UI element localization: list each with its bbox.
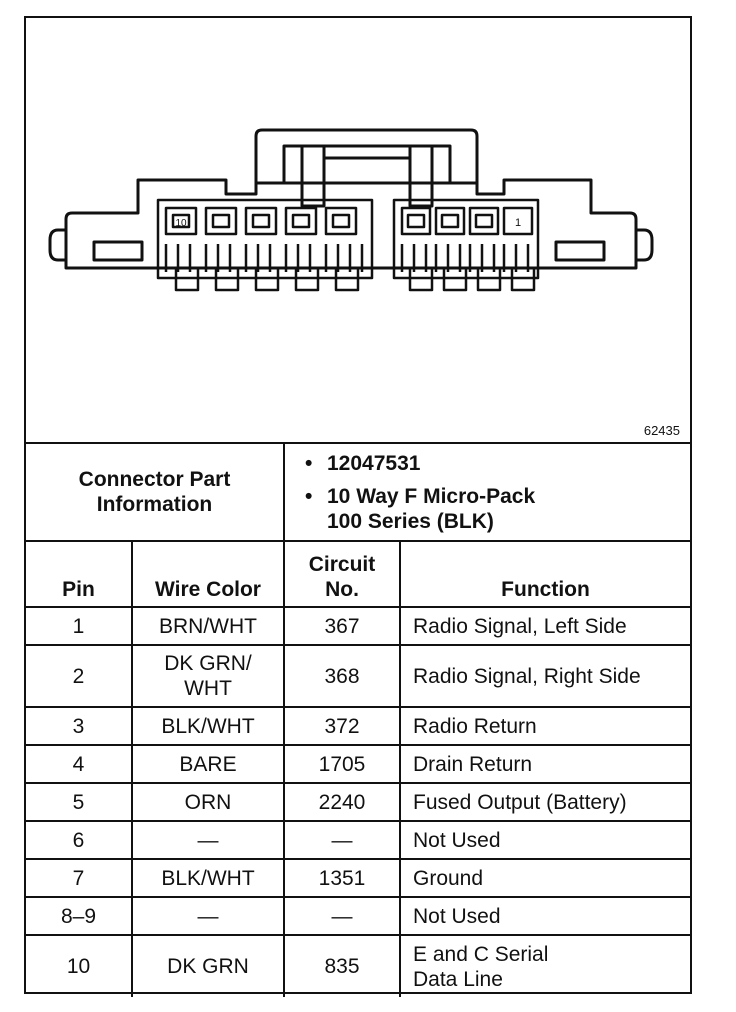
function-cell-text: E and C Serial [413,942,549,966]
function-cell-text: Data Line [413,967,503,991]
table-row [26,607,690,645]
pin-cell [26,935,132,997]
part-number-item: • 12047531 [305,451,421,475]
circuit-cell [284,707,400,745]
function-cell [400,745,690,783]
left-ear [50,230,66,260]
table-row [26,707,690,745]
connector-drawing [26,18,690,442]
header-function: Function [400,541,690,607]
connector-info-list [284,443,690,541]
circuit-cell-text: 372 [324,714,360,738]
latch-tab-right [410,146,432,206]
connector-info-label [26,443,284,541]
right-ear [636,230,652,260]
pin-cell [26,707,132,745]
wire-color-cell [132,607,284,645]
part-desc-line1: 10 Way F Micro-Pack [327,484,536,508]
pin-label-10: 10 [175,218,187,229]
info-label-line1: Connector Part [78,468,231,491]
table-row [26,645,690,707]
circuit-cell-text: 835 [324,955,360,978]
function-cell-text: Radio Signal, Left Side [413,614,627,638]
table-row [26,783,690,821]
circuit-cell [284,821,400,859]
function-cell-text: Radio Signal, Right Side [413,664,641,688]
pin-cell [26,607,132,645]
part-desc-line2: 100 Series (BLK) [327,509,494,533]
wire-color-cell [132,821,284,859]
pin-cell-text: 3 [72,714,85,738]
wire-color-cell [132,897,284,935]
table-row [26,859,690,897]
part-desc-item: • 10 Way F Micro-Pack [305,484,536,508]
function-cell-text: Fused Output (Battery) [413,790,627,814]
circuit-cell-text: 2240 [318,790,366,814]
circuit-cell [284,859,400,897]
pin-cell-text: 8–9 [60,904,97,928]
left-slot [94,242,142,260]
wire-color-cell [132,707,284,745]
pinout-table [26,442,690,997]
circuit-cell-text: 368 [324,664,360,688]
circuit-cell-text: 1351 [318,866,366,890]
wire-color-cell [132,859,284,897]
table-row [26,745,690,783]
function-cell [400,859,690,897]
wire-color-cell-text: BLK/WHT [161,866,255,890]
wire-color-cell-text: BLK/WHT [161,714,255,738]
info-label-line2: Information [96,493,213,516]
pin-cell [26,645,132,707]
pin-cell [26,821,132,859]
function-cell-text: Not Used [413,904,501,928]
connector-sheet [24,16,692,994]
wire-color-cell-text: DK GRN [167,955,249,978]
circuit-cell [284,645,400,707]
pin-cell-text: 7 [72,866,85,890]
wire-color-cell-text: BARE [179,752,237,776]
latch-tab-left [302,146,324,206]
pin-cell-text: 6 [72,828,85,852]
function-cell [400,707,690,745]
wire-color-cell-text: — [197,828,219,852]
header-circuit-line2: No. [325,578,359,601]
part-number: 12047531 [327,451,421,475]
circuit-cell [284,935,400,997]
cavities-right [402,208,532,272]
pin-cell-text: 10 [66,955,91,978]
header-pin: Pin [26,541,132,607]
function-cell-text: Radio Return [413,714,537,738]
pin-cell [26,745,132,783]
function-cell [400,821,690,859]
latch-inner [284,146,450,183]
wire-color-cell-text: WHT [184,677,232,700]
table-row [26,821,690,859]
function-cell-text: Drain Return [413,752,533,776]
function-cell [400,607,690,645]
pin-cell-text: 1 [72,614,85,638]
cavities-left [166,208,362,272]
header-wire-color: Wire Color [132,541,284,607]
function-cell-text: Ground [413,866,484,890]
figure-number: 62435 [643,423,680,438]
header-row [26,541,690,607]
wire-color-cell [132,645,284,707]
function-cell [400,935,690,997]
pin-label-1: 1 [514,217,522,229]
function-cell-text: Not Used [413,828,501,852]
pin-cell-text: 5 [72,790,85,814]
circuit-cell [284,607,400,645]
circuit-cell-text: — [331,828,353,852]
wire-color-cell-text: ORN [184,790,232,814]
pin-cell-text: 2 [72,664,85,688]
table-row [26,897,690,935]
circuit-cell-text: 1705 [318,752,366,776]
circuit-cell-text: — [331,904,353,928]
pin-cell [26,897,132,935]
header-circuit-line1: Circuit [308,553,376,576]
pin-cell [26,783,132,821]
wire-color-cell [132,745,284,783]
circuit-cell [284,783,400,821]
pin-cell [26,859,132,897]
connector-diagram [26,18,690,444]
function-cell [400,897,690,935]
circuit-cell [284,897,400,935]
connector-info-row [26,443,690,541]
table-row [26,935,690,997]
header-circuit [284,541,400,607]
function-cell [400,645,690,707]
pin-cell-text: 4 [72,752,85,776]
function-cell [400,783,690,821]
wire-color-cell-text: DK GRN/ [164,652,252,675]
right-slot [556,242,604,260]
wire-color-cell [132,783,284,821]
wire-color-cell [132,935,284,997]
wire-color-cell-text: BRN/WHT [159,614,257,638]
circuit-cell-text: 367 [324,614,360,638]
circuit-cell [284,745,400,783]
wire-color-cell-text: — [197,904,219,928]
